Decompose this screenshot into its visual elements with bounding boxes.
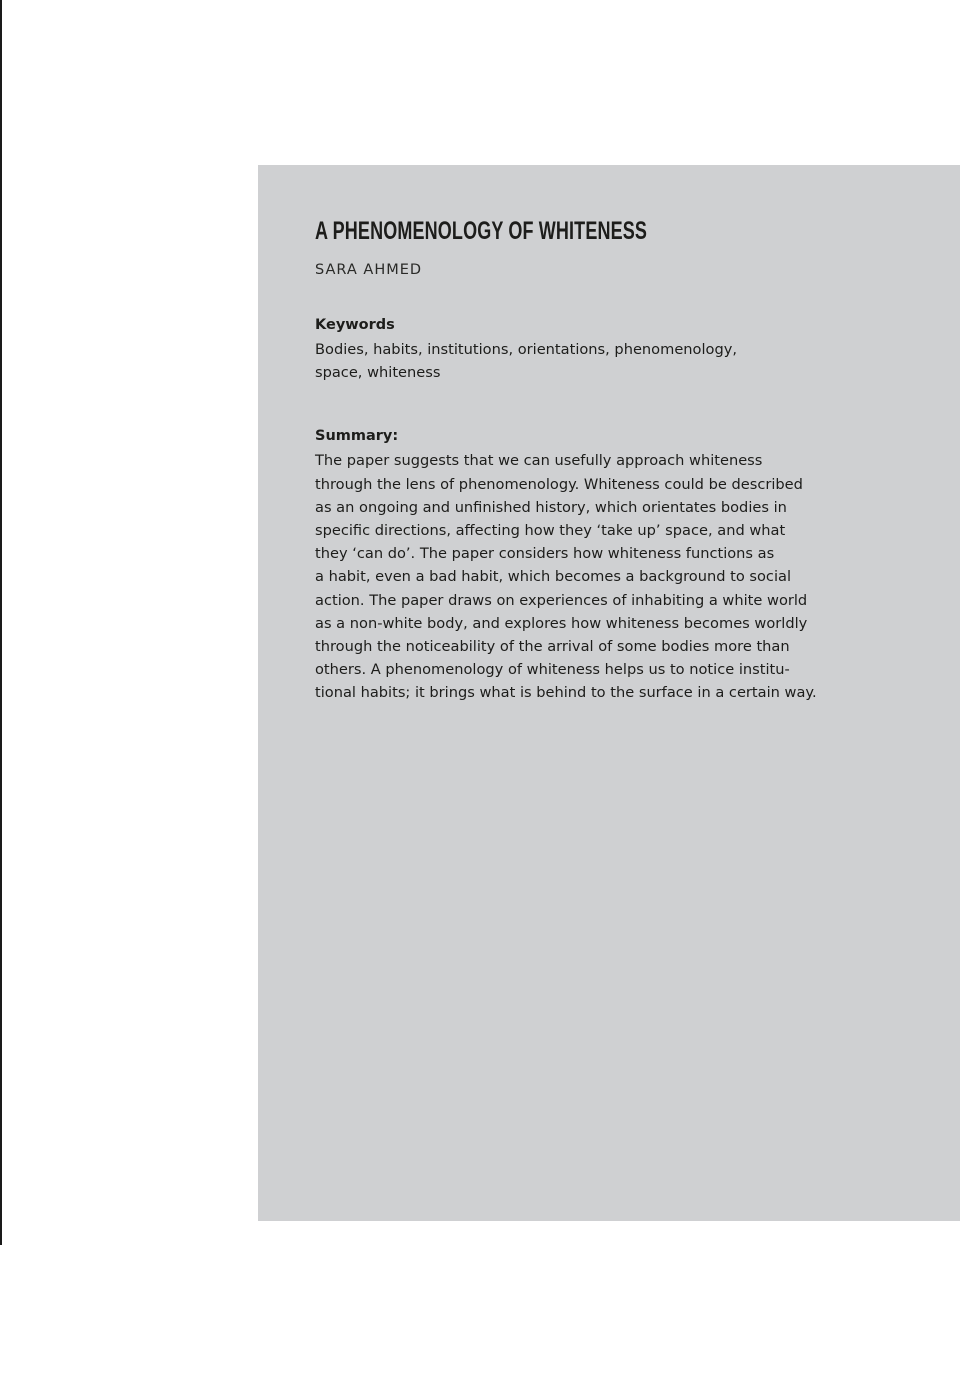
article-author: SARA AHMED — [315, 262, 423, 278]
page-edge-rule — [0, 0, 2, 1245]
summary-text — [315, 449, 875, 704]
abstract-content — [315, 215, 875, 705]
summary-label: Summary: — [315, 428, 399, 445]
summary-line: others. A phenomenology of whiteness helps us to notice institu- — [315, 661, 790, 679]
summary-line: through the lens of phenomenology. Whiteness could be described — [315, 475, 803, 493]
summary-line: a habit, even a bad habit, which becomes a background to social — [315, 568, 791, 586]
keywords-line: Bodies, habits, institutions, orientations, phenomenology, — [315, 341, 738, 358]
summary-line: they ‘can do’. The paper considers how whiteness functions as — [315, 545, 775, 563]
summary-line: through the noticeability of the arrival of some bodies more than — [315, 638, 790, 656]
keywords-section — [315, 315, 875, 384]
summary-line: The paper suggests that we can usefully approach whiteness — [315, 452, 763, 470]
keywords-text — [315, 338, 875, 384]
keywords-label: Keywords — [315, 317, 395, 333]
summary-section — [315, 426, 875, 704]
keywords-line: space, whiteness — [315, 364, 441, 382]
article-title: A PHENOMENOLOGY OF WHITENESS — [315, 217, 648, 245]
summary-line: action. The paper draws on experiences of inhabiting a white world — [315, 591, 808, 609]
summary-line: as an ongoing and unfinished history, which orientates bodies in — [315, 498, 787, 516]
summary-line: specific directions, affecting how they ‘take up’ space, and what — [315, 522, 786, 540]
summary-line: as a non-white body, and explores how whiteness becomes worldly — [315, 614, 808, 632]
summary-line: tional habits; it brings what is behind to the surface in a certain way. — [315, 684, 817, 702]
